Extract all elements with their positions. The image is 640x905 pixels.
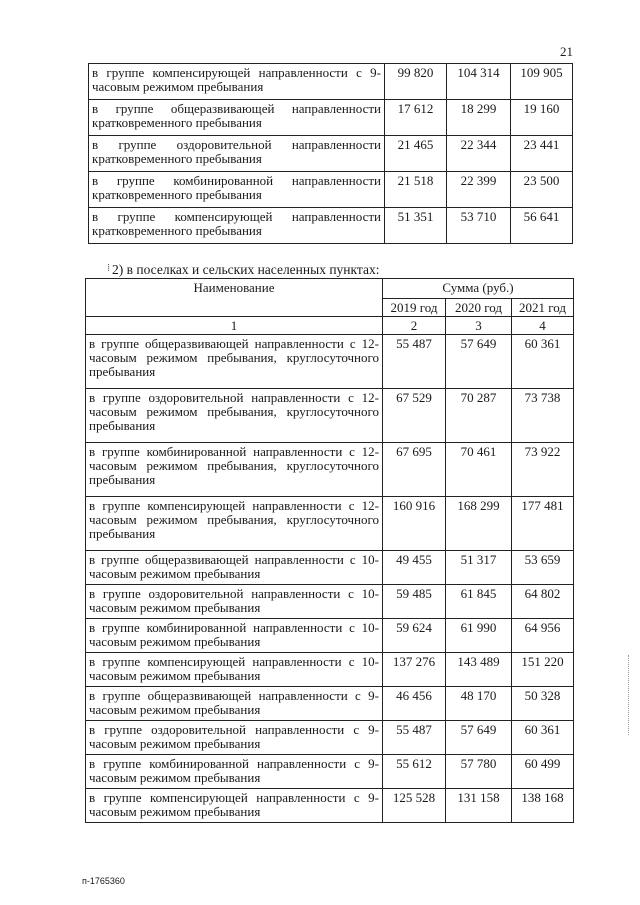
value-2019: 51 351 xyxy=(385,208,447,244)
document-code: п-1765360 xyxy=(82,876,125,886)
value-2021: 73 922 xyxy=(512,443,574,497)
value-2020: 57 780 xyxy=(446,755,512,789)
row-name: в группе общеразвивающей направленности с 12-часовым режимом пребывания, круглосуточного пребывания xyxy=(86,335,383,389)
col-number-1: 1 xyxy=(86,317,383,335)
table-row xyxy=(89,172,573,208)
row-name: в группе компенсирующей направленности с 10-часовым режимом пребывания xyxy=(86,653,383,687)
value-2021: 109 905 xyxy=(511,64,573,100)
value-2021: 23 500 xyxy=(511,172,573,208)
row-name: в группе общеразвивающей направленности кратковременного пребывания xyxy=(89,100,385,136)
row-name: в группе комбинированной направленности с 10-часовым режимом пребывания xyxy=(86,619,383,653)
value-2021: 50 328 xyxy=(512,687,574,721)
header-name: Наименование xyxy=(86,279,383,317)
value-2019: 125 528 xyxy=(383,789,446,823)
value-2020: 131 158 xyxy=(446,789,512,823)
table-row xyxy=(86,721,574,755)
row-name: в группе оздоровительной направленности кратковременного пребывания xyxy=(89,136,385,172)
table-row xyxy=(86,335,574,389)
table-row xyxy=(86,551,574,585)
row-name: в группе оздоровительной направленности с 12-часовым режимом пребывания, круглосуточного пребывания xyxy=(86,389,383,443)
value-2019: 55 487 xyxy=(383,721,446,755)
row-name: в группе компенсирующей направленности с 9-часовым режимом пребывания xyxy=(86,789,383,823)
value-2019: 55 487 xyxy=(383,335,446,389)
header-sum: Сумма (руб.) xyxy=(383,279,574,299)
cost-table-continued xyxy=(88,63,573,244)
value-2019: 59 624 xyxy=(383,619,446,653)
margin-scan-marks xyxy=(628,655,631,735)
table-row xyxy=(86,619,574,653)
section-heading: 2) в поселках и сельских населенных пунктах: xyxy=(112,262,380,277)
col-number-2: 2 xyxy=(383,317,446,335)
table-row xyxy=(86,443,574,497)
row-name: в группе компенсирующей направленности с 12-часовым режимом пребывания, круглосуточного пребывания xyxy=(86,497,383,551)
value-2021: 64 802 xyxy=(512,585,574,619)
value-2020: 104 314 xyxy=(447,64,511,100)
table-row xyxy=(86,389,574,443)
value-2020: 143 489 xyxy=(446,653,512,687)
value-2019: 17 612 xyxy=(385,100,447,136)
value-2021: 73 738 xyxy=(512,389,574,443)
row-name: в группе оздоровительной направленности с 10-часовым режимом пребывания xyxy=(86,585,383,619)
margin-tick-mark: ⁞ xyxy=(107,262,111,274)
table-row xyxy=(86,789,574,823)
value-2020: 70 287 xyxy=(446,389,512,443)
row-name: в группе общеразвивающей направленности с 9-часовым режимом пребывания xyxy=(86,687,383,721)
value-2021: 53 659 xyxy=(512,551,574,585)
value-2019: 160 916 xyxy=(383,497,446,551)
header-year-2019: 2019 год xyxy=(383,299,446,317)
value-2020: 57 649 xyxy=(446,335,512,389)
value-2019: 21 518 xyxy=(385,172,447,208)
value-2021: 64 956 xyxy=(512,619,574,653)
value-2021: 138 168 xyxy=(512,789,574,823)
table-row xyxy=(89,64,573,100)
row-name: в группе комбинированной направленности с 12-часовым режимом пребывания, круглосуточного пребывания xyxy=(86,443,383,497)
value-2020: 48 170 xyxy=(446,687,512,721)
value-2020: 53 710 xyxy=(447,208,511,244)
value-2020: 18 299 xyxy=(447,100,511,136)
value-2020: 61 990 xyxy=(446,619,512,653)
row-name: в группе оздоровительной направленности с 9-часовым режимом пребывания xyxy=(86,721,383,755)
table-row xyxy=(89,136,573,172)
value-2020: 51 317 xyxy=(446,551,512,585)
table-row xyxy=(89,208,573,244)
value-2020: 22 399 xyxy=(447,172,511,208)
row-name: в группе комбинированной направленности с 9-часовым режимом пребывания xyxy=(86,755,383,789)
value-2019: 46 456 xyxy=(383,687,446,721)
table-row xyxy=(86,755,574,789)
value-2019: 55 612 xyxy=(383,755,446,789)
table-row xyxy=(86,585,574,619)
value-2021: 23 441 xyxy=(511,136,573,172)
value-2020: 57 649 xyxy=(446,721,512,755)
value-2021: 19 160 xyxy=(511,100,573,136)
col-number-4: 4 xyxy=(512,317,574,335)
value-2019: 67 529 xyxy=(383,389,446,443)
value-2021: 60 361 xyxy=(512,721,574,755)
row-name: в группе общеразвивающей направленности с 10-часовым режимом пребывания xyxy=(86,551,383,585)
value-2019: 99 820 xyxy=(385,64,447,100)
row-name: в группе компенсирующей направленности с 9-часовым режимом пребывания xyxy=(89,64,385,100)
value-2021: 56 641 xyxy=(511,208,573,244)
row-name: в группе компенсирующей направленности кратковременного пребывания xyxy=(89,208,385,244)
header-year-2021: 2021 год xyxy=(512,299,574,317)
value-2020: 61 845 xyxy=(446,585,512,619)
row-name: в группе комбинированной направленности кратковременного пребывания xyxy=(89,172,385,208)
table-row xyxy=(89,100,573,136)
page-number: 21 xyxy=(560,44,573,59)
value-2021: 60 361 xyxy=(512,335,574,389)
value-2020: 22 344 xyxy=(447,136,511,172)
table-row xyxy=(86,497,574,551)
value-2019: 49 455 xyxy=(383,551,446,585)
value-2021: 60 499 xyxy=(512,755,574,789)
value-2021: 177 481 xyxy=(512,497,574,551)
col-number-3: 3 xyxy=(446,317,512,335)
cost-table-settlements xyxy=(85,278,574,823)
value-2020: 168 299 xyxy=(446,497,512,551)
value-2019: 67 695 xyxy=(383,443,446,497)
table-row xyxy=(86,687,574,721)
value-2019: 59 485 xyxy=(383,585,446,619)
header-year-2020: 2020 год xyxy=(446,299,512,317)
table-row xyxy=(86,653,574,687)
value-2020: 70 461 xyxy=(446,443,512,497)
value-2019: 137 276 xyxy=(383,653,446,687)
value-2019: 21 465 xyxy=(385,136,447,172)
value-2021: 151 220 xyxy=(512,653,574,687)
